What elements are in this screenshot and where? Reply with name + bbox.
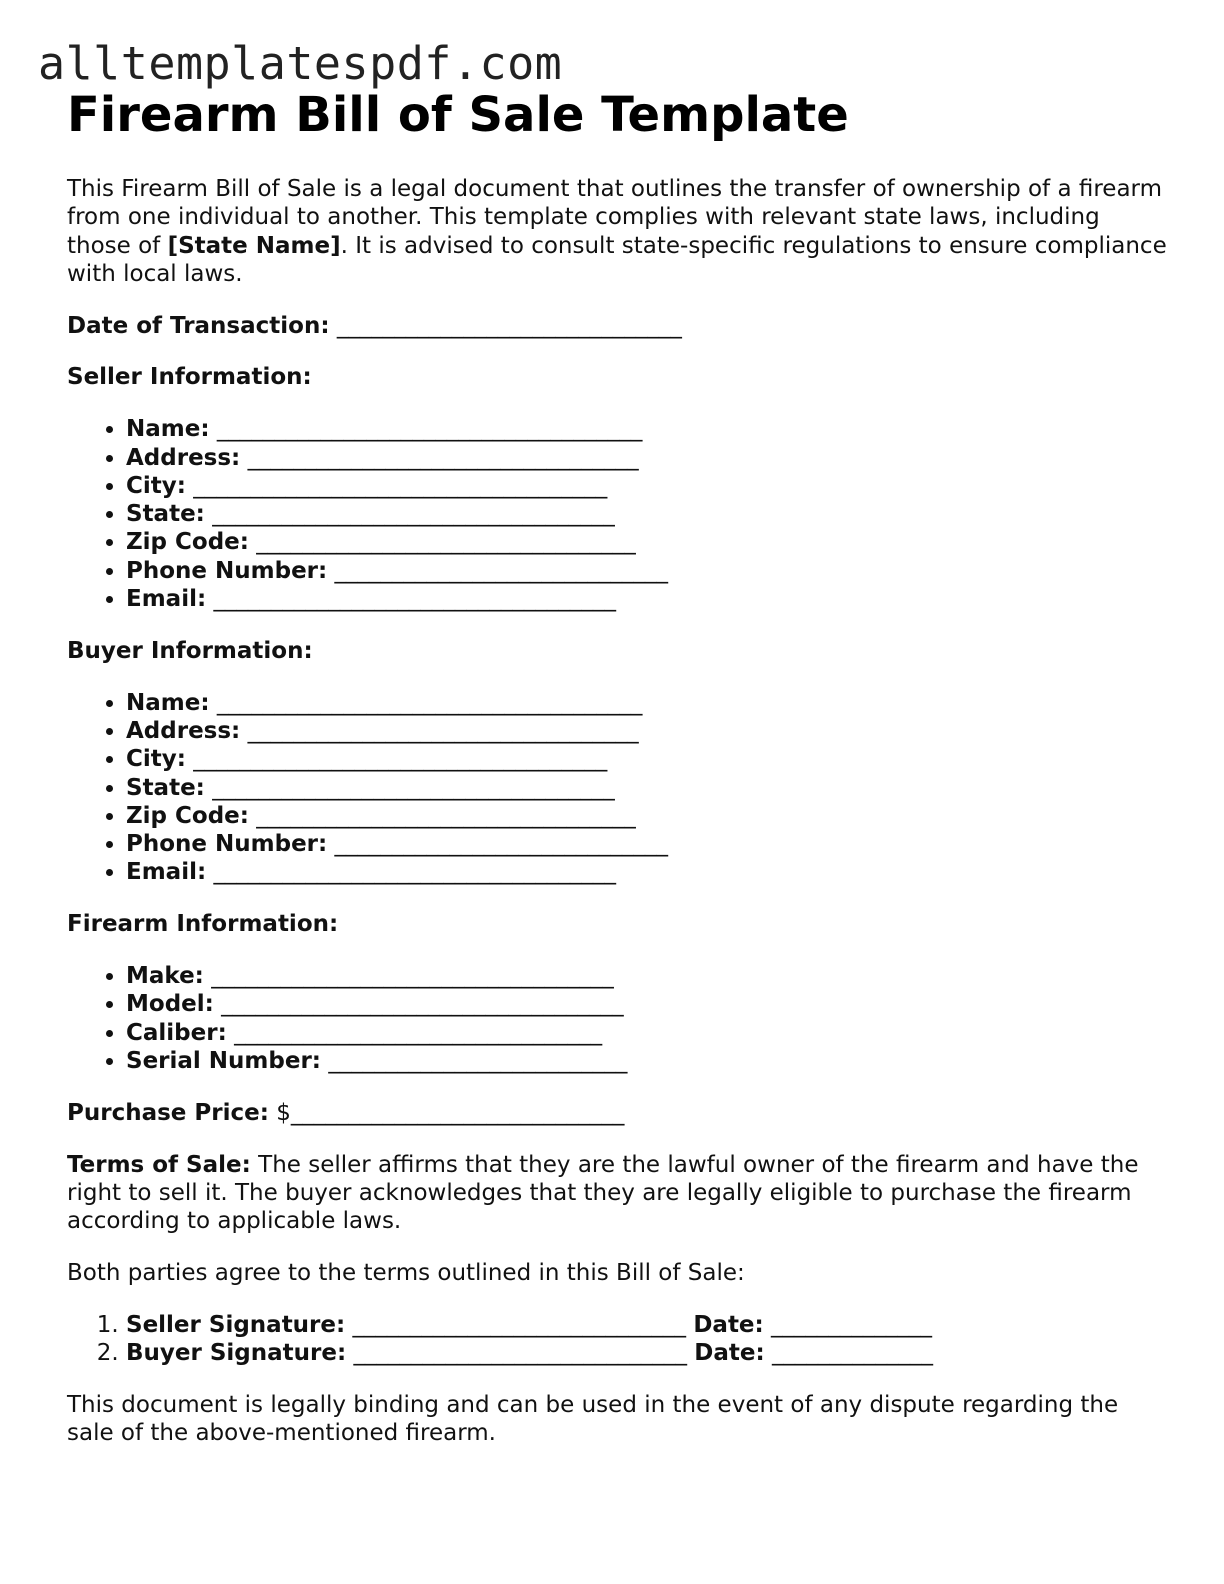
firearm-caliber-blank[interactable]: ________________________________ <box>234 1019 603 1046</box>
intro-text-2: . It is advised to consult state-specific regulations to ensure compliance with local laws. <box>67 232 1167 287</box>
firearm-model-field[interactable]: • Model: ___________________________________ <box>126 990 1167 1018</box>
firearm-model-blank[interactable]: ___________________________________ <box>221 991 624 1018</box>
buyer-phone-field[interactable]: • Phone Number: _____________________________ <box>126 830 1167 858</box>
buyer-address-blank[interactable]: __________________________________ <box>247 717 639 744</box>
date-of-transaction-blank[interactable]: ______________________________ <box>336 312 682 339</box>
firearm-serial-blank[interactable]: __________________________ <box>328 1047 628 1074</box>
terms-of-sale-text: The seller affirms that they are the lawful owner of the firearm and have the right to sell it. The buyer acknowledges that they are legally eligible to purchase the firearm according to applicable laws. <box>67 1151 1139 1235</box>
buyer-fields-list <box>67 689 1167 887</box>
seller-address-blank[interactable]: __________________________________ <box>247 444 639 471</box>
buyer-city-field[interactable]: • City: ____________________________________ <box>126 745 1167 773</box>
seller-signature-row[interactable]: 1. Seller Signature: _____________________________ Date: ______________ <box>126 1311 1167 1339</box>
seller-email-blank[interactable]: ___________________________________ <box>213 586 616 613</box>
seller-address-field[interactable]: • Address: __________________________________ <box>126 444 1167 472</box>
buyer-name-field[interactable]: • Name: _____________________________________ <box>126 689 1167 717</box>
seller-phone-blank[interactable]: _____________________________ <box>334 557 669 584</box>
seller-signature-blank[interactable]: _____________________________ <box>352 1311 687 1338</box>
date-of-transaction-field[interactable] <box>67 312 1167 340</box>
purchase-price-blank[interactable]: $_____________________________ <box>276 1099 625 1126</box>
purchase-price-label: Purchase Price: <box>67 1099 269 1126</box>
seller-city-blank[interactable]: ____________________________________ <box>193 472 608 499</box>
buyer-signature-row[interactable]: 2. Buyer Signature: _____________________________ Date: ______________ <box>126 1339 1167 1367</box>
firearm-caliber-field[interactable]: • Caliber: ________________________________ <box>126 1019 1167 1047</box>
purchase-price-field[interactable] <box>67 1099 1167 1127</box>
seller-fields-list <box>67 415 1167 613</box>
buyer-date-blank[interactable]: ______________ <box>772 1340 934 1366</box>
page-title: Firearm Bill of Sale Template <box>67 87 849 143</box>
firearm-make-field[interactable]: • Make: ___________________________________ <box>126 962 1167 990</box>
seller-name-blank[interactable]: _____________________________________ <box>216 416 643 443</box>
closing-paragraph: This document is legally binding and can be used in the event of any dispute regarding the sale of the above-mentioned firearm. <box>67 1391 1119 1447</box>
seller-phone-field[interactable]: • Phone Number: _____________________________ <box>126 557 1167 585</box>
firearm-section-heading: Firearm Information: <box>67 911 339 938</box>
seller-state-field[interactable]: • State: ___________________________________ <box>126 500 1167 528</box>
seller-city-field[interactable]: • City: ____________________________________ <box>126 472 1167 500</box>
seller-section-heading: Seller Information: <box>67 364 312 391</box>
buyer-signature-blank[interactable]: _____________________________ <box>353 1340 687 1366</box>
terms-of-sale-label: Terms of Sale: <box>67 1151 251 1178</box>
buyer-zip-field[interactable]: • Zip Code: _________________________________ <box>126 802 1167 830</box>
firearm-serial-field[interactable]: • Serial Number: __________________________ <box>126 1047 1167 1075</box>
signature-list <box>67 1311 1167 1368</box>
buyer-city-blank[interactable]: ____________________________________ <box>193 746 608 773</box>
seller-state-blank[interactable]: ___________________________________ <box>212 501 615 528</box>
intro-paragraph <box>67 175 1167 288</box>
document-body <box>67 175 1167 1447</box>
seller-date-blank[interactable]: ______________ <box>771 1311 933 1338</box>
agreement-statement: Both parties agree to the terms outlined in this Bill of Sale: <box>67 1259 745 1286</box>
seller-email-field[interactable]: • Email: ___________________________________ <box>126 585 1167 613</box>
site-watermark: alltemplatespdf.com <box>38 37 563 90</box>
buyer-email-field[interactable]: • Email: ___________________________________ <box>126 858 1167 886</box>
buyer-zip-blank[interactable]: _________________________________ <box>256 802 636 829</box>
date-of-transaction-label: Date of Transaction: <box>67 312 330 339</box>
terms-of-sale-paragraph <box>67 1151 1167 1236</box>
firearm-make-blank[interactable]: ___________________________________ <box>211 963 614 990</box>
seller-zip-field[interactable]: • Zip Code: _________________________________ <box>126 528 1167 556</box>
seller-zip-blank[interactable]: _________________________________ <box>256 529 636 556</box>
buyer-state-blank[interactable]: ___________________________________ <box>212 774 615 801</box>
intro-text-1: This Firearm Bill of Sale is a legal document that outlines the transfer of ownership of a firearm from one individual to another. This template complies with relevant state laws, including those of <box>67 176 1163 259</box>
firearm-fields-list <box>67 962 1167 1075</box>
buyer-email-blank[interactable]: ___________________________________ <box>213 859 616 886</box>
buyer-address-field[interactable]: • Address: __________________________________ <box>126 717 1167 745</box>
buyer-state-field[interactable]: • State: ___________________________________ <box>126 774 1167 802</box>
state-name-placeholder: [State Name] <box>167 232 341 259</box>
buyer-name-blank[interactable]: _____________________________________ <box>216 689 643 716</box>
buyer-phone-blank[interactable]: _____________________________ <box>334 831 669 858</box>
seller-name-field[interactable]: • Name: _____________________________________ <box>126 415 1167 443</box>
buyer-section-heading: Buyer Information: <box>67 637 313 664</box>
